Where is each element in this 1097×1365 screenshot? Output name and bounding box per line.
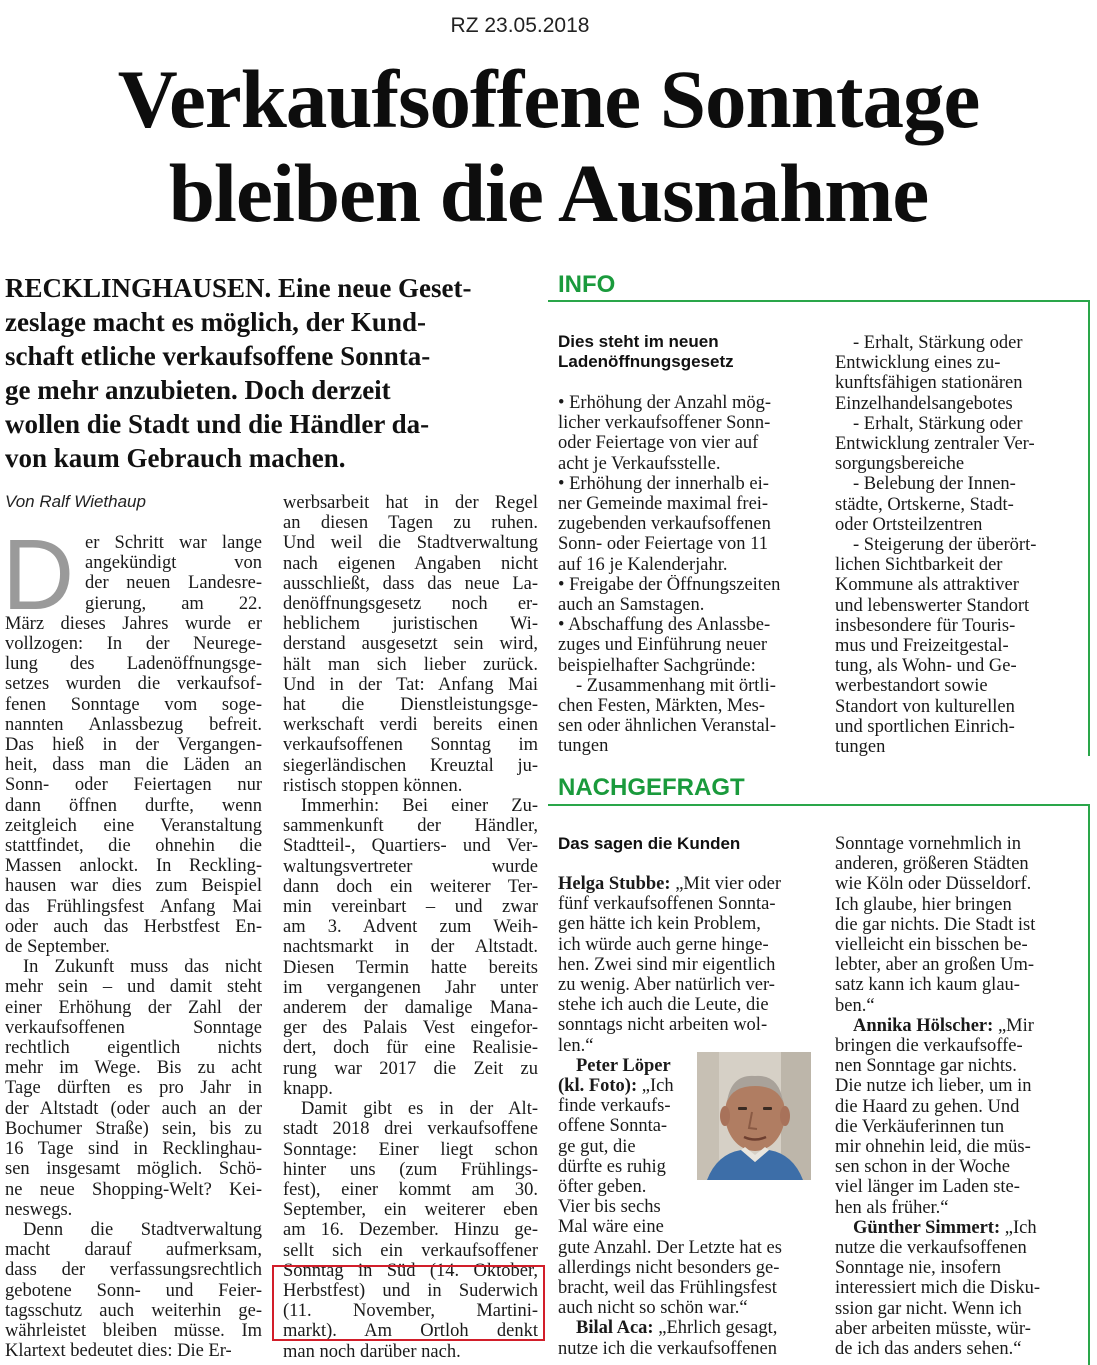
quote-line — [558, 1157, 693, 1177]
article-line: mehr sein – und damit steht — [5, 977, 262, 998]
quote-text: stehe ich auch die Leute, die — [558, 995, 769, 1016]
article-line: Herbstfest) und in Suderwich — [283, 1280, 538, 1301]
info-line: • Abschaffung des Anlassbe- — [558, 615, 771, 636]
info-box-title: INFO — [558, 271, 616, 298]
quote-text: Sonntage nie, insofern — [835, 1258, 1001, 1279]
info-line: zugebenden verkaufsoffenen — [558, 514, 771, 535]
article-line: dann doch ein weiterer Ter- — [283, 876, 538, 897]
quote-text: gen hätte ich kein Problem, — [558, 914, 761, 935]
quote-line — [835, 996, 1085, 1016]
article-line: man noch darüber nach. — [283, 1341, 461, 1362]
quote-text: „Mit vier oder — [670, 874, 782, 894]
quote-line — [835, 1198, 1085, 1218]
headline — [0, 52, 1097, 240]
quote-line — [835, 1157, 1085, 1177]
quote-line — [835, 1299, 1085, 1319]
info-line: zuges und Einführung neuer — [558, 635, 768, 656]
quote-line — [558, 995, 810, 1015]
quote-line — [558, 1137, 693, 1157]
info-line: und sportlichen Einrich- — [835, 716, 1015, 737]
article-line: dass der verfassungsrechtlich — [5, 1260, 262, 1281]
quote-speaker-line — [558, 874, 810, 894]
quote-text: „Ich — [637, 1076, 674, 1097]
article-line: Immerhin: Bei einer Zu- — [301, 796, 538, 817]
nachgefragt-box-top-rule — [548, 804, 1090, 806]
article-line: stadt 2018 drei verkaufsoffene — [283, 1119, 538, 1140]
lead-line: ge mehr anzubieten. Doch derzeit — [5, 375, 391, 405]
info-line: chen Festen, Märkten, Mes- — [558, 696, 766, 717]
info-line: ner Gemeinde maximal frei- — [558, 494, 769, 515]
article-line: denöffnungsgesetz noch er- — [283, 594, 538, 615]
info-line: städte, Ortskerne, Stadt- — [835, 494, 1014, 515]
article-column-2 — [283, 493, 538, 1362]
quote-line — [835, 955, 1085, 975]
quote-speaker-line — [835, 1218, 1085, 1238]
author-byline: Von Ralf Wiethaup — [5, 492, 146, 511]
info-line: und lebenswerter Standort — [835, 595, 1030, 616]
article-line: markt). Am Ortloh denkt — [283, 1321, 538, 1342]
quote-text: de ich das anders sehen.“ — [835, 1339, 1022, 1360]
article-line: rung war 2017 die Zeit zu — [283, 1058, 538, 1079]
quote-text: offene Sonnta- — [558, 1116, 668, 1137]
article-line: das Frühlingsfest Anfang Mai — [5, 896, 262, 917]
info-subtitle-line-1: Dies steht im neuen — [558, 332, 719, 351]
article-line: ristisch stoppen können. — [283, 775, 463, 796]
article-line: hinter uns (zum Frühlings- — [283, 1159, 538, 1180]
drop-cap: D — [2, 519, 75, 631]
article-line: ne neue Shopping-Welt? Kei- — [5, 1179, 262, 1200]
quote-line — [558, 1298, 810, 1318]
quote-line — [835, 1137, 1085, 1157]
info-line: Entwicklung eines zu- — [835, 353, 1001, 374]
quote-line — [835, 1036, 1085, 1056]
quote-text: len.“ — [558, 1035, 594, 1056]
quote-text: zu wenig. Aber natürlich ver- — [558, 975, 775, 996]
info-line: sen oder ähnlichen Veranstal- — [558, 716, 776, 737]
info-line: kunftsfähigen stationären — [835, 373, 1023, 394]
quote-text: ich würde auch gerne hinge- — [558, 934, 769, 955]
article-line: Damit gibt es in der Alt- — [301, 1099, 538, 1120]
info-line: werbestandort sowie — [835, 676, 988, 697]
info-line: - Erhalt, Stärkung oder — [853, 333, 1023, 353]
article-line: sen insgesamt möglich. Schö- — [5, 1159, 262, 1180]
article-line: oder auch das Herbstfest En- — [5, 916, 262, 937]
info-line: lichen Sichtbarkeit der — [835, 555, 1003, 576]
quote-text: aber arbeiten müsste, wür- — [835, 1318, 1031, 1339]
info-line: tungen — [835, 737, 886, 758]
quote-line — [835, 1238, 1085, 1258]
quote-line — [558, 1177, 693, 1197]
article-line: einer Erhöhung der Zahl der — [5, 997, 262, 1018]
info-line: Entwicklung zentraler Ver- — [835, 434, 1035, 455]
article-line: setzes wurden die verkaufsof- — [5, 674, 262, 695]
article-line: an diesen Tagen zu ruhen. — [283, 513, 538, 534]
quote-text: Vier bis sechs — [558, 1197, 661, 1218]
article-line: Klartext bedeutet dies: Die Er- — [5, 1341, 232, 1362]
quote-text: finde verkaufs- — [558, 1096, 671, 1117]
article-line: der neuen Landesre- — [85, 573, 262, 594]
info-line: - Erhalt, Stärkung oder — [853, 413, 1023, 434]
article-line: gebotene Sonn- und Feier- — [5, 1280, 262, 1301]
nachgefragt-box-side-rule — [1088, 804, 1090, 1365]
info-line: auch an Samstagen. — [558, 595, 705, 616]
article-line: hat die Dienstleistungsge- — [283, 695, 538, 716]
article-line: zeitgleich eine Veranstaltung — [5, 815, 262, 836]
info-line: Kommune als attraktiver — [835, 575, 1019, 596]
speaker-name: Annika Hölscher: — [853, 1015, 994, 1036]
info-column-right — [835, 333, 1085, 757]
article-line: September, ein weiterer eben — [283, 1200, 538, 1221]
info-line: - Zusammenhang mit örtli- — [576, 675, 776, 696]
article-line: Sonntage: Einer liegt schon — [283, 1139, 538, 1160]
quote-text: bracht, weil das Frühlingsfest — [558, 1278, 777, 1299]
quote-line — [558, 1096, 693, 1116]
headline-line-2: bleiben die Ausnahme — [168, 147, 929, 239]
article-line: Tage dürften es pro Jahr in — [5, 1078, 262, 1099]
info-line: • Erhöhung der innerhalb ei- — [558, 473, 769, 494]
article-line: Stadtteil-, Quartiers- und Ver- — [283, 836, 538, 857]
quote-text: nen Sonntage gar nichts. — [835, 1056, 1017, 1077]
quote-text: ben.“ — [835, 995, 875, 1016]
article-line: werkschaft verdi bereits einen — [283, 715, 538, 736]
article-line: hält man sich lieber zurück. — [283, 654, 538, 675]
quote-text: dürfte es ruhig — [558, 1156, 666, 1177]
article-line: verkaufsoffenen Sonntag im — [283, 735, 538, 756]
info-line: oder Feiertage von vier auf — [558, 433, 759, 454]
info-line: insbesondere für Touris- — [835, 615, 1016, 636]
quote-speaker-line — [558, 1056, 693, 1076]
article-line: am 16. Dezember. Hinzu ge- — [283, 1220, 538, 1241]
article-line: Diesen Termin hatte bereits — [283, 957, 538, 978]
quote-line — [835, 1339, 1085, 1359]
article-line: knapp. — [283, 1078, 333, 1099]
article-line: Das hieß in der Vergangen- — [5, 735, 262, 756]
quote-line — [835, 854, 1085, 874]
quote-line — [558, 1238, 810, 1258]
info-line: • Freigabe der Öffnungszeiten — [558, 574, 781, 595]
article-line: nach eigenen Angaben nicht — [283, 553, 538, 574]
article-line: nannten Anlassbezug befreit. — [5, 714, 262, 735]
quote-text: ge gut, die — [558, 1136, 636, 1157]
article-line: sellt sich ein verkaufsoffener — [283, 1240, 538, 1261]
article-line: waltungsvertreter wurde — [283, 856, 538, 877]
speaker-name: Günther Simmert: — [853, 1217, 1001, 1238]
article-line: hausen war dies zum Beispiel — [5, 876, 262, 897]
article-line: dert, doch für eine Realisie- — [283, 1038, 538, 1059]
article-line: heit, dass man die Läden an — [5, 755, 262, 776]
quote-speaker-line — [558, 1076, 693, 1096]
quote-text: ssion gar nicht. Wenn ich — [835, 1298, 1022, 1319]
info-line: - Steigerung der überört- — [853, 535, 1037, 556]
lead-line: schaft etliche verkaufsoffene Sonnta- — [5, 341, 431, 371]
article-line: vollzogen: In der Neurege- — [5, 634, 262, 655]
info-line: sorgungsbereiche — [835, 454, 965, 475]
article-line: fest), einer kommt am 30. — [283, 1179, 538, 1200]
quote-text: Ich glaube, hier bringen — [835, 894, 1012, 915]
quote-line — [835, 895, 1085, 915]
quote-line — [558, 1116, 693, 1136]
quote-line — [558, 1339, 810, 1359]
quote-text: Die nutze ich lieber, um in — [835, 1076, 1032, 1097]
article-line: min vereinbart – und zwar — [283, 897, 538, 918]
quote-line — [558, 894, 810, 914]
quote-text: viel länger im Laden ste- — [835, 1177, 1020, 1198]
quote-text: „Ich — [1000, 1217, 1037, 1238]
article-line: 16 Tage sind in Recklinghau- — [5, 1139, 262, 1160]
portrait-photo — [697, 1052, 811, 1180]
article-line: macht darauf aufmerksam, — [5, 1240, 262, 1261]
article-line: ausschließt, dass das neue La- — [283, 573, 538, 594]
lead-line: zeslage macht es möglich, der Kund- — [5, 307, 426, 337]
info-line: Einzelhandelsangebotes — [835, 393, 1013, 414]
quote-text: „Mir — [993, 1015, 1034, 1036]
info-line: Sonn- oder Feiertage von 11 — [558, 534, 768, 555]
info-subtitle-line-2: Ladenöffnungsgesetz — [558, 352, 734, 371]
quote-text: Mal wäre eine — [558, 1217, 664, 1238]
article-line: Und in der Tat: Anfang Mai — [283, 674, 538, 695]
speaker-name: (kl. Foto): — [558, 1076, 638, 1097]
article-line: währleistet bleiben müsse. Im — [5, 1320, 262, 1341]
article-line: siegerländischen Kreuztal ju- — [283, 755, 538, 776]
lead-line: RECKLINGHAUSEN. Eine neue Geset- — [5, 273, 472, 303]
info-line: tung, als Wohn- und Ge- — [835, 656, 1017, 677]
quote-text: wie Köln oder Düsseldorf. — [835, 874, 1032, 895]
speaker-name: Peter Löper — [576, 1055, 671, 1076]
quote-line — [558, 935, 810, 955]
info-line: beispielhafter Sachgründe: — [558, 655, 756, 676]
quote-text: interessiert mich die Disku- — [835, 1278, 1040, 1299]
article-line: gierung, am 22. — [85, 593, 262, 614]
quote-line — [835, 1258, 1085, 1278]
article-line: (11. November, Martini- — [283, 1301, 538, 1322]
quote-line — [835, 1076, 1085, 1096]
nachgefragt-box-subtitle: Das sagen die Kunden — [558, 834, 741, 853]
portrait-man-illustration — [697, 1052, 811, 1180]
quote-line — [835, 975, 1085, 995]
quote-line — [558, 1278, 810, 1298]
article-line: tagsschutz auch weiterhin ge- — [5, 1300, 262, 1321]
article-line: Bochumer Straße) sein, bis zu — [5, 1118, 262, 1139]
quote-line — [835, 1319, 1085, 1339]
speaker-name: Bilal Aca: — [576, 1318, 654, 1339]
article-line: dann öffnen durfte, wenn — [5, 795, 262, 816]
quote-line — [835, 915, 1085, 935]
quote-text: die gar nichts. Die Stadt ist — [835, 914, 1036, 935]
quote-line — [835, 935, 1085, 955]
quote-line — [835, 1278, 1085, 1298]
article-line: de September. — [5, 937, 110, 958]
quote-line — [558, 1197, 693, 1217]
info-column-left — [558, 393, 810, 757]
article-line: ger des Palais Vest eingefor- — [283, 1018, 538, 1039]
quote-text: die Verkäuferinnen tun — [835, 1116, 1005, 1137]
info-line: mus und Freizeitgestal- — [835, 636, 1009, 657]
article-line: derstand ausgesetzt sein wird, — [283, 634, 538, 655]
info-box-top-rule — [548, 300, 1090, 302]
article-line: neswegs. — [5, 1199, 73, 1220]
quote-text: „Ehrlich gesagt, — [653, 1318, 778, 1339]
article-line: anderem der damalige Mana- — [283, 998, 538, 1019]
article-line: werbsarbeit hat in der Regel — [283, 493, 538, 513]
speaker-name: Helga Stubbe: — [558, 874, 671, 894]
article-line: der Altstadt (oder auch an der — [5, 1098, 262, 1119]
article-line: er Schritt war lange — [85, 533, 262, 553]
headline-line-1: Verkaufsoffene Sonntage — [117, 53, 980, 145]
article-line: angekündigt von — [85, 553, 262, 574]
quote-line — [558, 1258, 810, 1278]
article-column-1 — [5, 533, 262, 1361]
quote-line — [835, 834, 1085, 854]
quote-line — [558, 955, 810, 975]
quote-text: hen als früher.“ — [835, 1197, 949, 1218]
info-box-side-rule — [1088, 300, 1090, 756]
quote-text: öfter geben. — [558, 1177, 647, 1198]
article-line: Sonntag in Süd (14. Oktober, — [283, 1260, 538, 1281]
article-line: mehr im Wege. Bis zu acht — [5, 1058, 262, 1079]
article-line: März dieses Jahres wurde er — [5, 613, 262, 634]
quote-text: fünf verkaufsoffenen Sonnta- — [558, 894, 776, 915]
quote-text: auch nicht so schön war.“ — [558, 1298, 748, 1319]
quote-text: gute Anzahl. Der Letzte hat es — [558, 1237, 782, 1258]
quote-text: satz kann ich kaum glau- — [835, 975, 1020, 996]
article-line: Denn die Stadtverwaltung — [23, 1219, 262, 1240]
quote-text: bringen die verkaufsoffe- — [835, 1036, 1023, 1057]
article-line: stattfindet, die ohnehin die — [5, 836, 262, 857]
info-line: auf 16 je Kalenderjahr. — [558, 554, 728, 575]
quote-text: sen schon in der Woche — [835, 1157, 1010, 1178]
article-line: Und weil die Stadtverwaltung — [283, 533, 538, 554]
article-line: sammenkunft der Händler, — [283, 816, 538, 837]
quote-text: anderen, größeren Städten — [835, 854, 1029, 875]
quote-line — [835, 1177, 1085, 1197]
quote-text: mir ohnehin leid, die müs- — [835, 1137, 1031, 1158]
nachgefragt-column-right — [835, 834, 1085, 1359]
article-line: im vergangenen Jahr unter — [283, 977, 538, 998]
quote-text: nutze ich die verkaufsoffenen — [558, 1338, 777, 1359]
article-line: In Zukunft muss das nicht — [23, 957, 262, 978]
info-line: • Erhöhung der Anzahl mög- — [558, 393, 772, 413]
article-line: fenen Sonntage vom soge- — [5, 694, 262, 715]
quote-speaker-line — [558, 1318, 810, 1338]
article-line: Massen anlockt. In Reckling- — [5, 856, 262, 877]
quote-text: allerdings nicht besonders ge- — [558, 1257, 780, 1278]
quote-line — [558, 1217, 693, 1237]
date-line: RZ 23.05.2018 — [450, 14, 590, 37]
quote-text: vielleicht ein bisschen be- — [835, 935, 1028, 956]
quote-text: lebter, aber an großen Um- — [835, 955, 1035, 976]
quote-line — [835, 1117, 1085, 1137]
quote-line — [558, 975, 810, 995]
info-line: Standort von kulturellen — [835, 696, 1015, 717]
article-line: heblichem juristischen Wi- — [283, 614, 538, 635]
lead-line: wollen die Stadt und die Händler da- — [5, 409, 430, 439]
quote-line — [835, 1097, 1085, 1117]
quote-line — [835, 1056, 1085, 1076]
quote-line — [558, 1015, 810, 1035]
info-line: - Belebung der Innen- — [853, 474, 1016, 495]
article-line: verkaufsoffenen Sonntage — [5, 1017, 262, 1038]
lead-paragraph — [5, 271, 525, 475]
quote-line — [558, 914, 810, 934]
article-line: lung des Ladenöffnungsge- — [5, 654, 262, 675]
info-line: acht je Verkaufsstelle. — [558, 453, 721, 474]
nachgefragt-box-title: NACHGEFRAGT — [558, 774, 745, 801]
info-line: oder Ortsteilzentren — [835, 514, 983, 535]
quote-text: Sonntage vornehmlich in — [835, 834, 1021, 854]
article-line: Sonn- oder Feiertagen nur — [5, 775, 262, 796]
info-line: licher verkaufsoffener Sonn- — [558, 413, 771, 434]
article-line: am 3. Advent zum Weih- — [283, 917, 538, 938]
highlight-box — [272, 1265, 545, 1341]
article-line: nachtsmarkt in der Altstadt. — [283, 937, 538, 958]
quote-line — [835, 874, 1085, 894]
article-line: rechtlich eigentlich nichts — [5, 1038, 262, 1059]
quote-text: nutze die verkaufsoffenen — [835, 1238, 1027, 1259]
quote-text: hen. Zwei sind mir eigentlich — [558, 954, 776, 975]
lead-line: von kaum Gebrauch machen. — [5, 443, 346, 473]
quote-speaker-line — [835, 1016, 1085, 1036]
quote-text: sonntags nicht arbeiten wol- — [558, 1015, 768, 1036]
info-box-subtitle — [558, 332, 734, 372]
info-line: tungen — [558, 736, 609, 757]
quote-text: die Haard zu gehen. Und — [835, 1096, 1020, 1117]
